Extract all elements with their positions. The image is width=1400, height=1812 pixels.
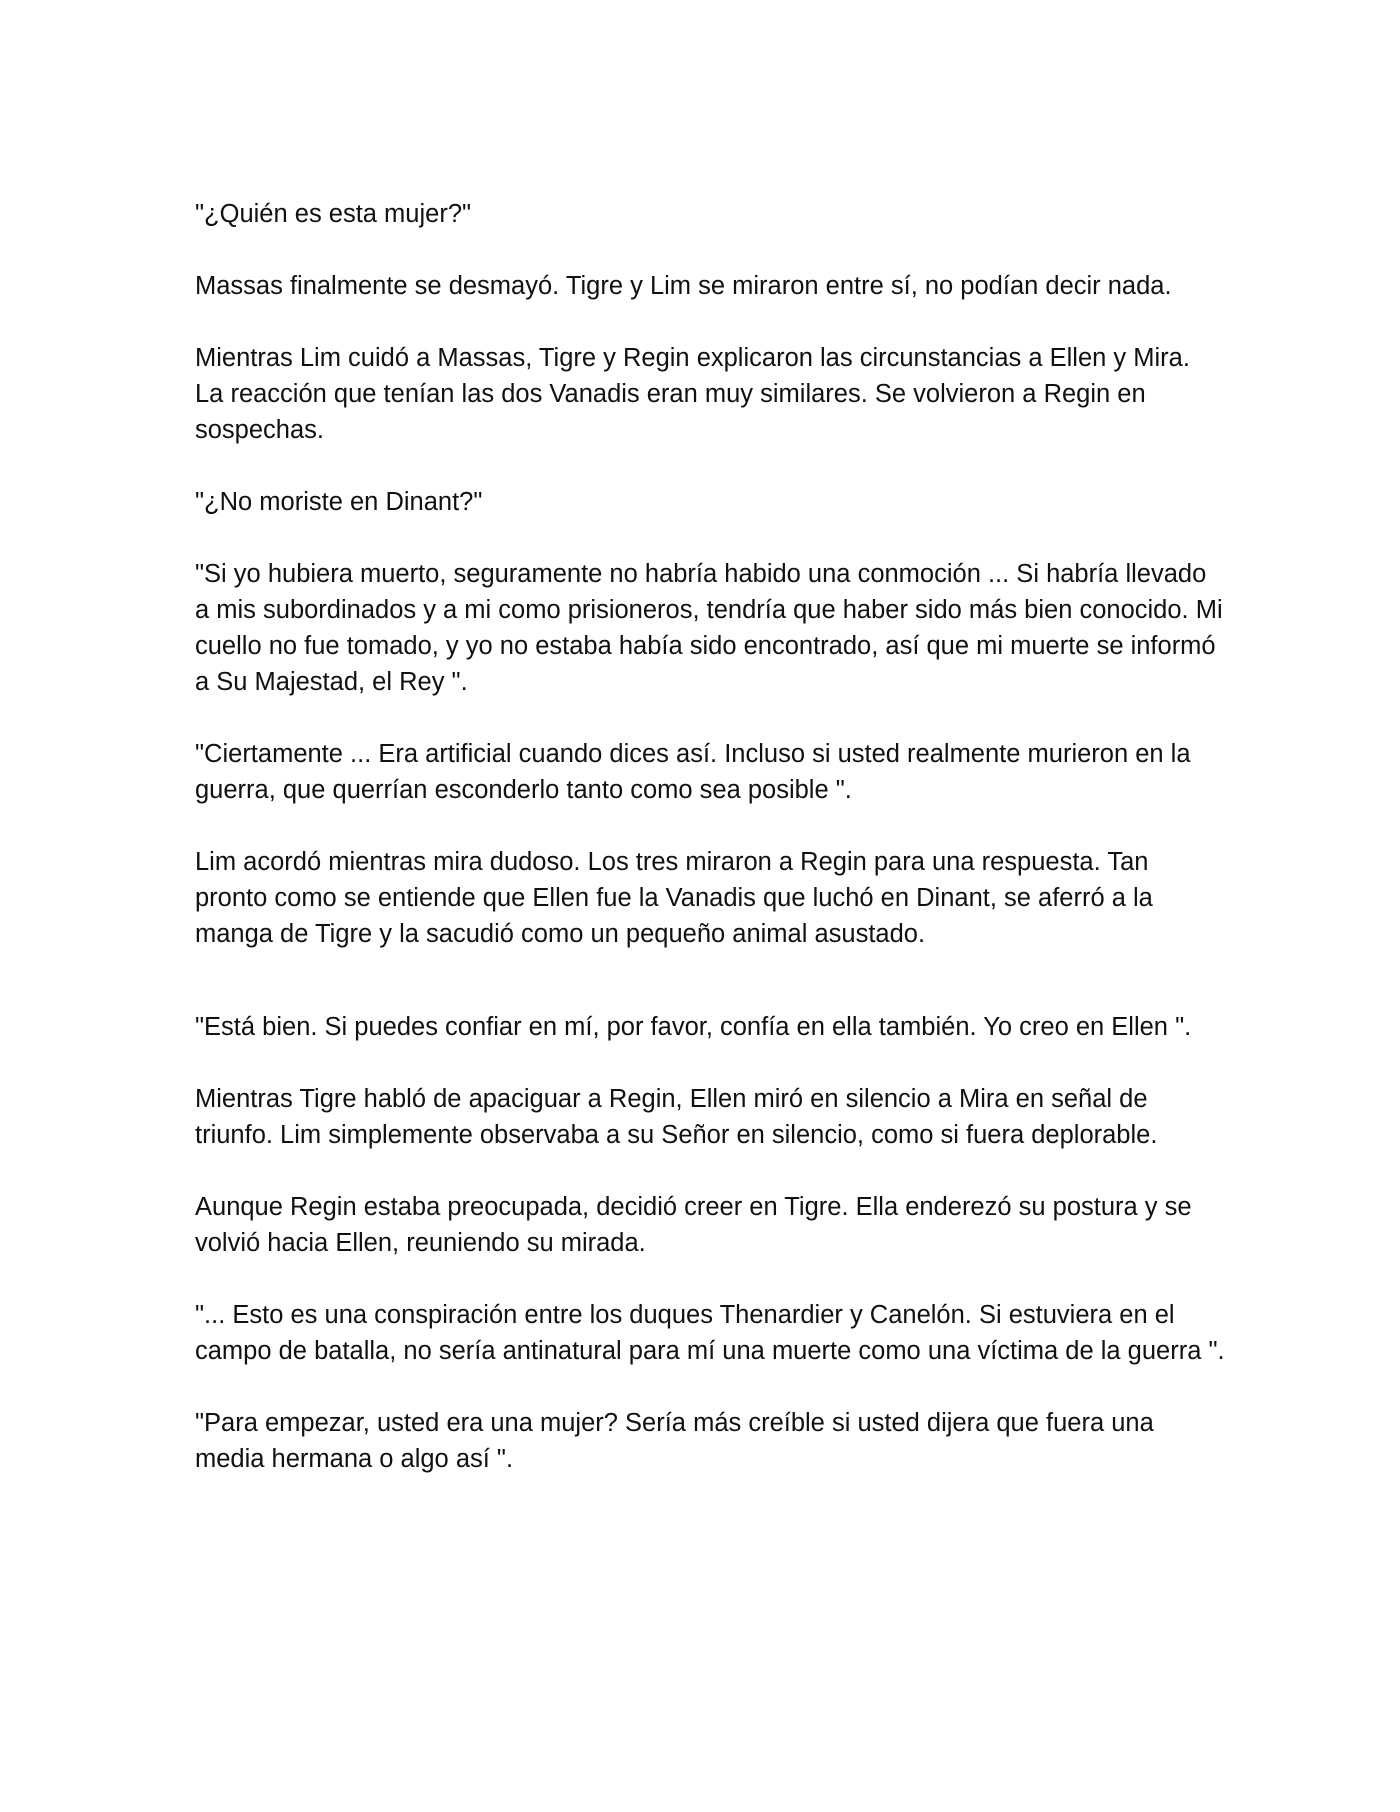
- paragraph: Lim acordó mientras mira dudoso. Los tres miraron a Regin para una respuesta. Tan pronto como se entiende que Ellen fue la Vanadis que luchó en Dinant, se aferró a la manga de Tigre y la sacudió como un pequeño animal asustado.: [195, 848, 1153, 948]
- paragraph: Massas finalmente se desmayó. Tigre y Lim se miraron entre sí, no podían decir nada.: [195, 272, 1172, 300]
- paragraph: "¿Quién es esta mujer?": [195, 200, 472, 228]
- paragraph: "Está bien. Si puedes confiar en mí, por favor, confía en ella también. Yo creo en Ellen ".: [195, 1013, 1192, 1041]
- paragraph: "... Esto es una conspiración entre los duques Thenardier y Canelón. Si estuviera en el campo de batalla, no sería antinatural para mí una muerte como una víctima de la guerra ".: [195, 1301, 1225, 1365]
- paragraph: Mientras Tigre habló de apaciguar a Regin, Ellen miró en silencio a Mira en señal de triunfo. Lim simplemente observaba a su Señor en silencio, como si fuera deplorable.: [195, 1085, 1158, 1149]
- paragraph: "¿No moriste en Dinant?": [195, 488, 483, 516]
- paragraph: "Si yo hubiera muerto, seguramente no habría habido una conmoción ... Si habría llevado a mis subordinados y a mi como prisioneros, tendría que haber sido más bien conocido. Mi cuello no fue tomado, y yo no estaba había sido encontrado, así que mi muerte se informó a Su Majestad, el Rey ".: [195, 560, 1223, 696]
- paragraph: "Ciertamente ... Era artificial cuando dices así. Incluso si usted realmente murieron en la guerra, que querrían esconderlo tanto como sea posible ".: [195, 740, 1191, 804]
- document-body: [195, 196, 1225, 1513]
- paragraph: "Para empezar, usted era una mujer? Sería más creíble si usted dijera que fuera una media hermana o algo así ".: [195, 1409, 1154, 1473]
- paragraph: Mientras Lim cuidó a Massas, Tigre y Regin explicaron las circunstancias a Ellen y Mira. La reacción que tenían las dos Vanadis eran muy similares. Se volvieron a Regin en sospechas.: [195, 344, 1190, 444]
- paragraph: Aunque Regin estaba preocupada, decidió creer en Tigre. Ella enderezó su postura y se volvió hacia Ellen, reuniendo su mirada.: [195, 1193, 1192, 1257]
